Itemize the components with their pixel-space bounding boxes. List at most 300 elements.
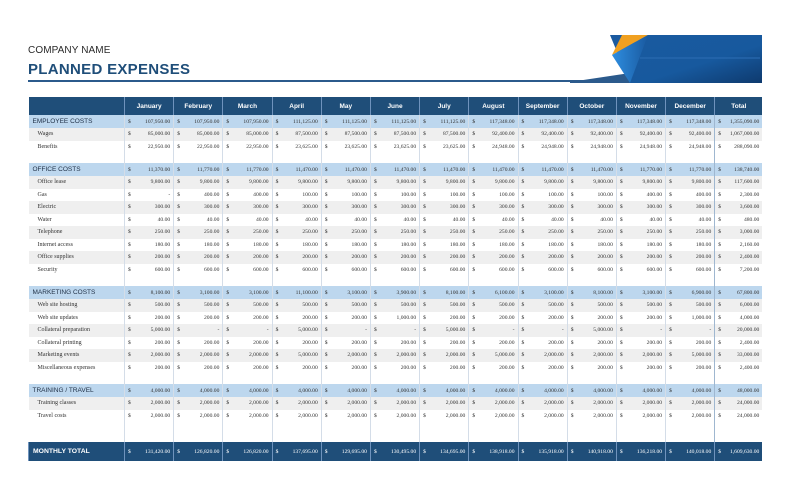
value-cell[interactable] bbox=[567, 384, 616, 397]
value-cell[interactable] bbox=[223, 324, 272, 337]
value-cell[interactable] bbox=[272, 176, 321, 189]
value-cell[interactable] bbox=[715, 251, 763, 264]
value-cell[interactable] bbox=[420, 251, 469, 264]
value-cell[interactable] bbox=[715, 337, 763, 350]
value-cell[interactable] bbox=[370, 410, 419, 423]
value-cell[interactable] bbox=[469, 324, 518, 337]
value-cell[interactable] bbox=[272, 384, 321, 397]
value-cell[interactable] bbox=[616, 299, 665, 312]
value-cell[interactable] bbox=[666, 251, 715, 264]
value-cell[interactable] bbox=[174, 176, 223, 189]
value-cell[interactable] bbox=[666, 163, 715, 176]
value-cell[interactable] bbox=[715, 397, 763, 410]
value-cell[interactable] bbox=[174, 141, 223, 154]
value-cell[interactable] bbox=[616, 239, 665, 252]
value-cell[interactable] bbox=[321, 337, 370, 350]
value-cell[interactable] bbox=[125, 201, 174, 214]
value-cell[interactable] bbox=[715, 176, 763, 189]
value-cell[interactable] bbox=[420, 239, 469, 252]
value-cell[interactable] bbox=[567, 251, 616, 264]
value-cell[interactable] bbox=[715, 239, 763, 252]
value-cell[interactable] bbox=[223, 442, 272, 461]
value-cell[interactable] bbox=[518, 214, 567, 227]
line-item-label[interactable]: Wages bbox=[29, 128, 125, 141]
value-cell[interactable] bbox=[174, 163, 223, 176]
value-cell[interactable] bbox=[616, 397, 665, 410]
value-cell[interactable] bbox=[420, 337, 469, 350]
value-cell[interactable] bbox=[567, 410, 616, 423]
value-cell[interactable] bbox=[567, 163, 616, 176]
value-cell[interactable] bbox=[715, 128, 763, 141]
value-cell[interactable] bbox=[223, 312, 272, 325]
value-cell[interactable] bbox=[272, 128, 321, 141]
value-cell[interactable] bbox=[518, 337, 567, 350]
value-cell[interactable] bbox=[420, 214, 469, 227]
value-cell[interactable] bbox=[715, 115, 763, 128]
value-cell[interactable] bbox=[125, 324, 174, 337]
monthly-total-label[interactable]: MONTHLY TOTAL bbox=[29, 442, 125, 461]
value-cell[interactable] bbox=[567, 128, 616, 141]
value-cell[interactable] bbox=[174, 189, 223, 202]
value-cell[interactable] bbox=[272, 141, 321, 154]
value-cell[interactable] bbox=[125, 397, 174, 410]
line-item-label[interactable]: Marketing events bbox=[29, 349, 125, 362]
value-cell[interactable] bbox=[223, 214, 272, 227]
value-cell[interactable] bbox=[125, 189, 174, 202]
value-cell[interactable] bbox=[420, 226, 469, 239]
value-cell[interactable] bbox=[567, 362, 616, 375]
value-cell[interactable] bbox=[518, 362, 567, 375]
value-cell[interactable] bbox=[469, 312, 518, 325]
value-cell[interactable] bbox=[666, 384, 715, 397]
value-cell[interactable] bbox=[469, 442, 518, 461]
value-cell[interactable] bbox=[518, 141, 567, 154]
value-cell[interactable] bbox=[567, 442, 616, 461]
value-cell[interactable] bbox=[715, 410, 763, 423]
value-cell[interactable] bbox=[666, 410, 715, 423]
value-cell[interactable] bbox=[174, 410, 223, 423]
value-cell[interactable] bbox=[469, 299, 518, 312]
line-item-label[interactable]: Gas bbox=[37, 191, 47, 198]
value-cell[interactable] bbox=[518, 226, 567, 239]
value-cell[interactable] bbox=[666, 397, 715, 410]
value-cell[interactable] bbox=[616, 176, 665, 189]
value-cell[interactable] bbox=[420, 189, 469, 202]
value-cell[interactable] bbox=[715, 264, 763, 277]
value-cell[interactable] bbox=[616, 286, 665, 299]
value-cell[interactable] bbox=[370, 442, 419, 461]
value-cell[interactable] bbox=[616, 410, 665, 423]
value-cell[interactable] bbox=[370, 239, 419, 252]
value-cell[interactable] bbox=[666, 286, 715, 299]
value-cell[interactable] bbox=[321, 141, 370, 154]
value-cell[interactable] bbox=[321, 299, 370, 312]
value-cell[interactable] bbox=[666, 349, 715, 362]
value-cell[interactable] bbox=[420, 264, 469, 277]
value-cell[interactable] bbox=[616, 214, 665, 227]
value-cell[interactable] bbox=[518, 397, 567, 410]
value-cell[interactable] bbox=[666, 201, 715, 214]
value-cell[interactable] bbox=[272, 239, 321, 252]
value-cell[interactable] bbox=[469, 115, 518, 128]
value-cell[interactable] bbox=[321, 397, 370, 410]
value-cell[interactable] bbox=[518, 239, 567, 252]
value-cell[interactable] bbox=[272, 115, 321, 128]
value-cell[interactable] bbox=[272, 189, 321, 202]
value-cell[interactable] bbox=[420, 176, 469, 189]
value-cell[interactable] bbox=[469, 286, 518, 299]
value-cell[interactable] bbox=[272, 214, 321, 227]
value-cell[interactable] bbox=[321, 163, 370, 176]
value-cell[interactable] bbox=[272, 324, 321, 337]
value-cell[interactable] bbox=[518, 128, 567, 141]
value-cell[interactable] bbox=[223, 163, 272, 176]
value-cell[interactable] bbox=[125, 442, 174, 461]
value-cell[interactable] bbox=[321, 264, 370, 277]
value-cell[interactable] bbox=[174, 251, 223, 264]
value-cell[interactable] bbox=[174, 201, 223, 214]
value-cell[interactable] bbox=[321, 312, 370, 325]
value-cell[interactable] bbox=[469, 410, 518, 423]
value-cell[interactable] bbox=[518, 312, 567, 325]
value-cell[interactable] bbox=[370, 384, 419, 397]
value-cell[interactable] bbox=[223, 176, 272, 189]
value-cell[interactable] bbox=[666, 324, 715, 337]
value-cell[interactable] bbox=[469, 362, 518, 375]
value-cell[interactable] bbox=[616, 189, 665, 202]
value-cell[interactable] bbox=[469, 239, 518, 252]
value-cell[interactable] bbox=[223, 226, 272, 239]
value-cell[interactable] bbox=[272, 312, 321, 325]
value-cell[interactable] bbox=[666, 189, 715, 202]
value-cell[interactable] bbox=[420, 141, 469, 154]
value-cell[interactable] bbox=[666, 337, 715, 350]
value-cell[interactable] bbox=[321, 286, 370, 299]
value-cell[interactable] bbox=[174, 286, 223, 299]
value-cell[interactable] bbox=[272, 349, 321, 362]
value-cell[interactable] bbox=[223, 397, 272, 410]
value-cell[interactable] bbox=[616, 264, 665, 277]
value-cell[interactable] bbox=[125, 226, 174, 239]
line-item-label[interactable]: Electric bbox=[29, 201, 125, 214]
value-cell[interactable] bbox=[616, 251, 665, 264]
value-cell[interactable] bbox=[370, 115, 419, 128]
value-cell[interactable] bbox=[469, 384, 518, 397]
value-cell[interactable] bbox=[174, 312, 223, 325]
value-cell[interactable] bbox=[616, 201, 665, 214]
value-cell[interactable] bbox=[469, 163, 518, 176]
value-cell[interactable] bbox=[272, 163, 321, 176]
value-cell[interactable] bbox=[321, 115, 370, 128]
value-cell[interactable] bbox=[567, 176, 616, 189]
value-cell[interactable] bbox=[174, 299, 223, 312]
line-item-label[interactable]: Miscellaneous expenses bbox=[37, 364, 96, 371]
value-cell[interactable] bbox=[420, 349, 469, 362]
value-cell[interactable] bbox=[223, 410, 272, 423]
value-cell[interactable] bbox=[321, 128, 370, 141]
value-cell[interactable] bbox=[666, 299, 715, 312]
value-cell[interactable] bbox=[321, 214, 370, 227]
value-cell[interactable] bbox=[616, 226, 665, 239]
value-cell[interactable] bbox=[666, 128, 715, 141]
value-cell[interactable] bbox=[616, 128, 665, 141]
value-cell[interactable] bbox=[125, 312, 174, 325]
value-cell[interactable] bbox=[567, 226, 616, 239]
value-cell[interactable] bbox=[518, 286, 567, 299]
value-cell[interactable] bbox=[174, 337, 223, 350]
value-cell[interactable] bbox=[125, 163, 174, 176]
line-item-label[interactable]: Training classes bbox=[29, 397, 125, 410]
value-cell[interactable] bbox=[272, 337, 321, 350]
value-cell[interactable] bbox=[715, 163, 763, 176]
value-cell[interactable] bbox=[469, 214, 518, 227]
value-cell[interactable] bbox=[616, 115, 665, 128]
value-cell[interactable] bbox=[125, 251, 174, 264]
value-cell[interactable] bbox=[370, 312, 419, 325]
value-cell[interactable] bbox=[174, 226, 223, 239]
value-cell[interactable] bbox=[125, 214, 174, 227]
value-cell[interactable] bbox=[370, 362, 419, 375]
value-cell[interactable] bbox=[321, 201, 370, 214]
value-cell[interactable] bbox=[567, 299, 616, 312]
value-cell[interactable] bbox=[666, 312, 715, 325]
line-item-label[interactable]: Security bbox=[37, 266, 58, 273]
value-cell[interactable] bbox=[469, 349, 518, 362]
value-cell[interactable] bbox=[223, 115, 272, 128]
value-cell[interactable] bbox=[420, 384, 469, 397]
value-cell[interactable] bbox=[616, 312, 665, 325]
value-cell[interactable] bbox=[370, 286, 419, 299]
value-cell[interactable] bbox=[567, 201, 616, 214]
value-cell[interactable] bbox=[715, 189, 763, 202]
value-cell[interactable] bbox=[125, 141, 174, 154]
value-cell[interactable] bbox=[321, 442, 370, 461]
value-cell[interactable] bbox=[420, 442, 469, 461]
value-cell[interactable] bbox=[715, 362, 763, 375]
value-cell[interactable] bbox=[469, 264, 518, 277]
value-cell[interactable] bbox=[616, 337, 665, 350]
value-cell[interactable] bbox=[370, 226, 419, 239]
value-cell[interactable] bbox=[518, 299, 567, 312]
value-cell[interactable] bbox=[370, 128, 419, 141]
value-cell[interactable] bbox=[518, 349, 567, 362]
value-cell[interactable] bbox=[174, 397, 223, 410]
value-cell[interactable] bbox=[518, 384, 567, 397]
line-item-label[interactable]: Internet access bbox=[37, 241, 73, 248]
value-cell[interactable] bbox=[518, 201, 567, 214]
value-cell[interactable] bbox=[321, 362, 370, 375]
value-cell[interactable] bbox=[272, 397, 321, 410]
value-cell[interactable] bbox=[321, 239, 370, 252]
line-item-label[interactable]: Benefits bbox=[37, 143, 58, 150]
value-cell[interactable] bbox=[616, 442, 665, 461]
line-item-label[interactable]: Collateral preparation bbox=[29, 324, 125, 337]
value-cell[interactable] bbox=[223, 384, 272, 397]
value-cell[interactable] bbox=[469, 337, 518, 350]
value-cell[interactable] bbox=[370, 299, 419, 312]
value-cell[interactable] bbox=[666, 442, 715, 461]
value-cell[interactable] bbox=[567, 141, 616, 154]
line-item-label[interactable]: Web site hosting bbox=[29, 299, 125, 312]
value-cell[interactable] bbox=[125, 362, 174, 375]
value-cell[interactable] bbox=[125, 384, 174, 397]
value-cell[interactable] bbox=[223, 201, 272, 214]
value-cell[interactable] bbox=[125, 286, 174, 299]
value-cell[interactable] bbox=[518, 410, 567, 423]
value-cell[interactable] bbox=[125, 410, 174, 423]
value-cell[interactable] bbox=[469, 397, 518, 410]
value-cell[interactable] bbox=[174, 239, 223, 252]
category-label[interactable]: TRAINING / TRAVEL bbox=[29, 384, 125, 397]
value-cell[interactable] bbox=[420, 299, 469, 312]
value-cell[interactable] bbox=[420, 324, 469, 337]
value-cell[interactable] bbox=[272, 251, 321, 264]
value-cell[interactable] bbox=[616, 324, 665, 337]
value-cell[interactable] bbox=[272, 264, 321, 277]
value-cell[interactable] bbox=[321, 384, 370, 397]
value-cell[interactable] bbox=[174, 264, 223, 277]
value-cell[interactable] bbox=[518, 251, 567, 264]
value-cell[interactable] bbox=[223, 299, 272, 312]
value-cell[interactable] bbox=[321, 410, 370, 423]
value-cell[interactable] bbox=[174, 324, 223, 337]
value-cell[interactable] bbox=[518, 176, 567, 189]
value-cell[interactable] bbox=[715, 324, 763, 337]
value-cell[interactable] bbox=[223, 286, 272, 299]
value-cell[interactable] bbox=[666, 226, 715, 239]
value-cell[interactable] bbox=[469, 176, 518, 189]
value-cell[interactable] bbox=[272, 410, 321, 423]
value-cell[interactable] bbox=[370, 214, 419, 227]
value-cell[interactable] bbox=[616, 141, 665, 154]
value-cell[interactable] bbox=[666, 176, 715, 189]
value-cell[interactable] bbox=[715, 349, 763, 362]
value-cell[interactable] bbox=[567, 312, 616, 325]
value-cell[interactable] bbox=[616, 349, 665, 362]
value-cell[interactable] bbox=[715, 312, 763, 325]
value-cell[interactable] bbox=[223, 189, 272, 202]
value-cell[interactable] bbox=[370, 397, 419, 410]
line-item-label[interactable]: Travel costs bbox=[37, 412, 67, 419]
value-cell[interactable] bbox=[420, 410, 469, 423]
value-cell[interactable] bbox=[666, 239, 715, 252]
value-cell[interactable] bbox=[125, 115, 174, 128]
value-cell[interactable] bbox=[223, 141, 272, 154]
value-cell[interactable] bbox=[567, 337, 616, 350]
value-cell[interactable] bbox=[125, 349, 174, 362]
value-cell[interactable] bbox=[370, 324, 419, 337]
value-cell[interactable] bbox=[715, 384, 763, 397]
value-cell[interactable] bbox=[174, 384, 223, 397]
value-cell[interactable] bbox=[567, 214, 616, 227]
value-cell[interactable] bbox=[223, 128, 272, 141]
value-cell[interactable] bbox=[567, 264, 616, 277]
value-cell[interactable] bbox=[666, 264, 715, 277]
category-label[interactable]: EMPLOYEE COSTS bbox=[29, 115, 125, 128]
line-item-label[interactable]: Web site updates bbox=[37, 314, 79, 321]
value-cell[interactable] bbox=[223, 264, 272, 277]
value-cell[interactable] bbox=[174, 115, 223, 128]
value-cell[interactable] bbox=[469, 201, 518, 214]
value-cell[interactable] bbox=[125, 264, 174, 277]
value-cell[interactable] bbox=[223, 362, 272, 375]
line-item-label[interactable]: Water bbox=[37, 216, 52, 223]
value-cell[interactable] bbox=[518, 324, 567, 337]
value-cell[interactable] bbox=[715, 286, 763, 299]
value-cell[interactable] bbox=[321, 189, 370, 202]
value-cell[interactable] bbox=[272, 286, 321, 299]
value-cell[interactable] bbox=[370, 176, 419, 189]
value-cell[interactable] bbox=[469, 128, 518, 141]
value-cell[interactable] bbox=[616, 384, 665, 397]
value-cell[interactable] bbox=[370, 251, 419, 264]
value-cell[interactable] bbox=[567, 286, 616, 299]
value-cell[interactable] bbox=[616, 362, 665, 375]
value-cell[interactable] bbox=[420, 163, 469, 176]
value-cell[interactable] bbox=[666, 214, 715, 227]
value-cell[interactable] bbox=[321, 176, 370, 189]
value-cell[interactable] bbox=[715, 141, 763, 154]
value-cell[interactable] bbox=[125, 239, 174, 252]
value-cell[interactable] bbox=[469, 251, 518, 264]
value-cell[interactable] bbox=[420, 115, 469, 128]
value-cell[interactable] bbox=[223, 251, 272, 264]
value-cell[interactable] bbox=[666, 362, 715, 375]
value-cell[interactable] bbox=[518, 442, 567, 461]
value-cell[interactable] bbox=[518, 115, 567, 128]
value-cell[interactable] bbox=[469, 189, 518, 202]
value-cell[interactable] bbox=[223, 239, 272, 252]
value-cell[interactable] bbox=[666, 141, 715, 154]
value-cell[interactable] bbox=[420, 362, 469, 375]
line-item-label[interactable]: Office lease bbox=[29, 176, 125, 189]
line-item-label[interactable]: Collateral printing bbox=[37, 339, 82, 346]
value-cell[interactable] bbox=[272, 226, 321, 239]
value-cell[interactable] bbox=[567, 189, 616, 202]
value-cell[interactable] bbox=[420, 312, 469, 325]
value-cell[interactable] bbox=[321, 349, 370, 362]
value-cell[interactable] bbox=[370, 201, 419, 214]
value-cell[interactable] bbox=[321, 251, 370, 264]
value-cell[interactable] bbox=[715, 214, 763, 227]
value-cell[interactable] bbox=[223, 349, 272, 362]
value-cell[interactable] bbox=[272, 201, 321, 214]
value-cell[interactable] bbox=[272, 299, 321, 312]
value-cell[interactable] bbox=[370, 189, 419, 202]
value-cell[interactable] bbox=[174, 362, 223, 375]
value-cell[interactable] bbox=[272, 442, 321, 461]
value-cell[interactable] bbox=[370, 337, 419, 350]
category-label[interactable]: OFFICE COSTS bbox=[29, 163, 125, 176]
value-cell[interactable] bbox=[174, 349, 223, 362]
value-cell[interactable] bbox=[567, 397, 616, 410]
value-cell[interactable] bbox=[272, 362, 321, 375]
value-cell[interactable] bbox=[174, 214, 223, 227]
value-cell[interactable] bbox=[567, 324, 616, 337]
value-cell[interactable] bbox=[370, 163, 419, 176]
value-cell[interactable] bbox=[567, 239, 616, 252]
value-cell[interactable] bbox=[125, 337, 174, 350]
value-cell[interactable] bbox=[469, 141, 518, 154]
value-cell[interactable] bbox=[715, 201, 763, 214]
value-cell[interactable] bbox=[666, 115, 715, 128]
value-cell[interactable] bbox=[125, 299, 174, 312]
value-cell[interactable] bbox=[567, 349, 616, 362]
line-item-label[interactable]: Telephone bbox=[29, 226, 125, 239]
value-cell[interactable] bbox=[518, 264, 567, 277]
value-cell[interactable] bbox=[715, 226, 763, 239]
value-cell[interactable] bbox=[370, 264, 419, 277]
